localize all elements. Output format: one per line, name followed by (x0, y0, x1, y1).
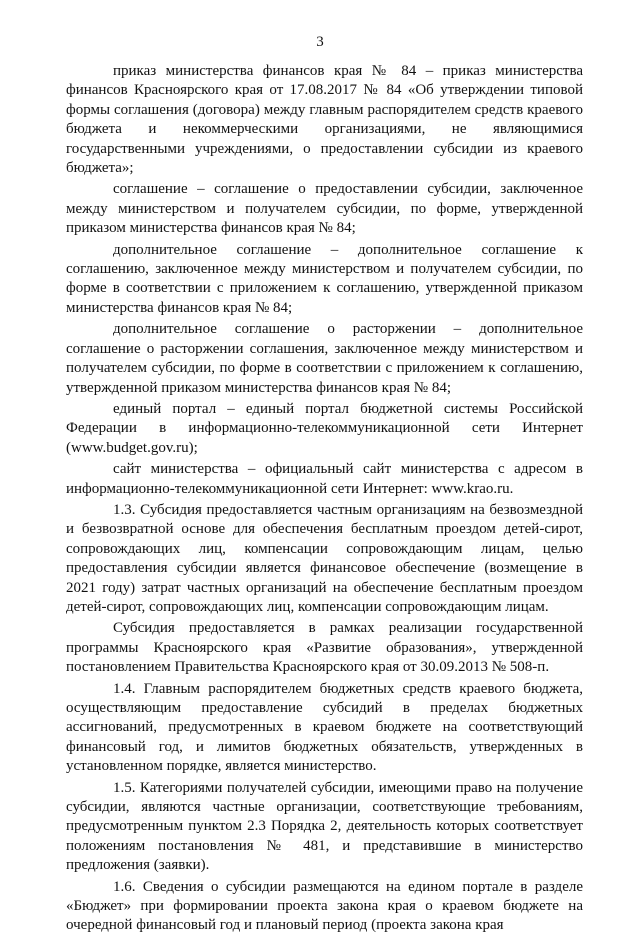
paragraph-definition-additional-agreement: дополнительное соглашение – дополнительное соглашение к соглашению, заключенное между министерством и получателем субсидии, по форме в соответствии с приложением к соглашению, утвержденной приказом министерства финансов края № 84; (66, 241, 583, 316)
paragraph-1-5: 1.5. Категориями получателей субсидии, имеющими право на получение субсидии, являются частные организации, соответствующие требованиям, предусмотренным пунктом 2.3 Порядка 2, деятельность которых соответствует положениям постановления № 481, и представившие в министерство предложения (заявки). (66, 779, 583, 874)
paragraph-definition-termination-agreement: дополнительное соглашение о расторжении – дополнительное соглашение о расторжении соглашения, заключенное между министерством и получателем субсидии, по форме в соответствии с приложением к соглашению, утвержденной приказом министерства финансов края № 84; (66, 321, 583, 396)
paragraph-1-3: 1.3. Субсидия предоставляется частным организациям на безвозмездной и безвозвратной основе для обеспечения бесплатным проездом детей-сирот, сопровождающих лиц, компенсации сопровождающим лицам, целью предоставления субсидии является финансовое обеспечение (возмещение в 2021 году) затрат частных организаций на обеспечение бесплатным проездом детей-сирот, сопровождающих лиц, компенсации сопровождающим лицам. (66, 501, 583, 615)
paragraph-1-6: 1.6. Сведения о субсидии размещаются на едином портале в разделе «Бюджет» при формировании проекта закона края о краевом бюджете на очередной финансовый год и плановый период (проекта закона края (66, 878, 583, 934)
page-number: 3 (316, 34, 324, 50)
paragraph-definition-agreement: соглашение – соглашение о предоставлении субсидии, заключенное между министерством и получателем субсидии, по форме, утвержденной приказом министерства финансов края № 84; (66, 181, 583, 237)
paragraph-program: Субсидия предоставляется в рамках реализации государственной программы Красноярского края «Развитие образования», утвержденной постановлением Правительства Красноярского края от 30.09.2013 № 508-п. (66, 620, 583, 676)
paragraph-definition-ministry-site: сайт министерства – официальный сайт министерства с адресом в информационно-телекоммуникационной сети Интернет: www.krao.ru. (66, 461, 583, 497)
paragraph-definition-unified-portal: единый портал – единый портал бюджетной системы Российской Федерации в информационно-телекоммуникационной сети Интернет (www.budget.gov.ru); (66, 400, 583, 456)
paragraph-definition-order-84: приказ министерства финансов края № 84 – приказ министерства финансов Красноярского края от 17.08.2017 № 84 «Об утверждении типовой формы соглашения (договора) между главным распорядителем средств краевого бюджета и некоммерческими организациями, не являющимися государственными учреждениями, о предоставлении субсидии из краевого бюджета»; (66, 63, 583, 177)
document-body (66, 62, 583, 936)
paragraph-1-4: 1.4. Главным распорядителем бюджетных средств краевого бюджета, осуществляющим предоставление субсидий в пределах бюджетных ассигнований, предусмотренных в краевом бюджете на соответствующий финансовый год, и лимитов бюджетных обязательств, утвержденных в установленном порядке, является министерство. (66, 680, 583, 775)
